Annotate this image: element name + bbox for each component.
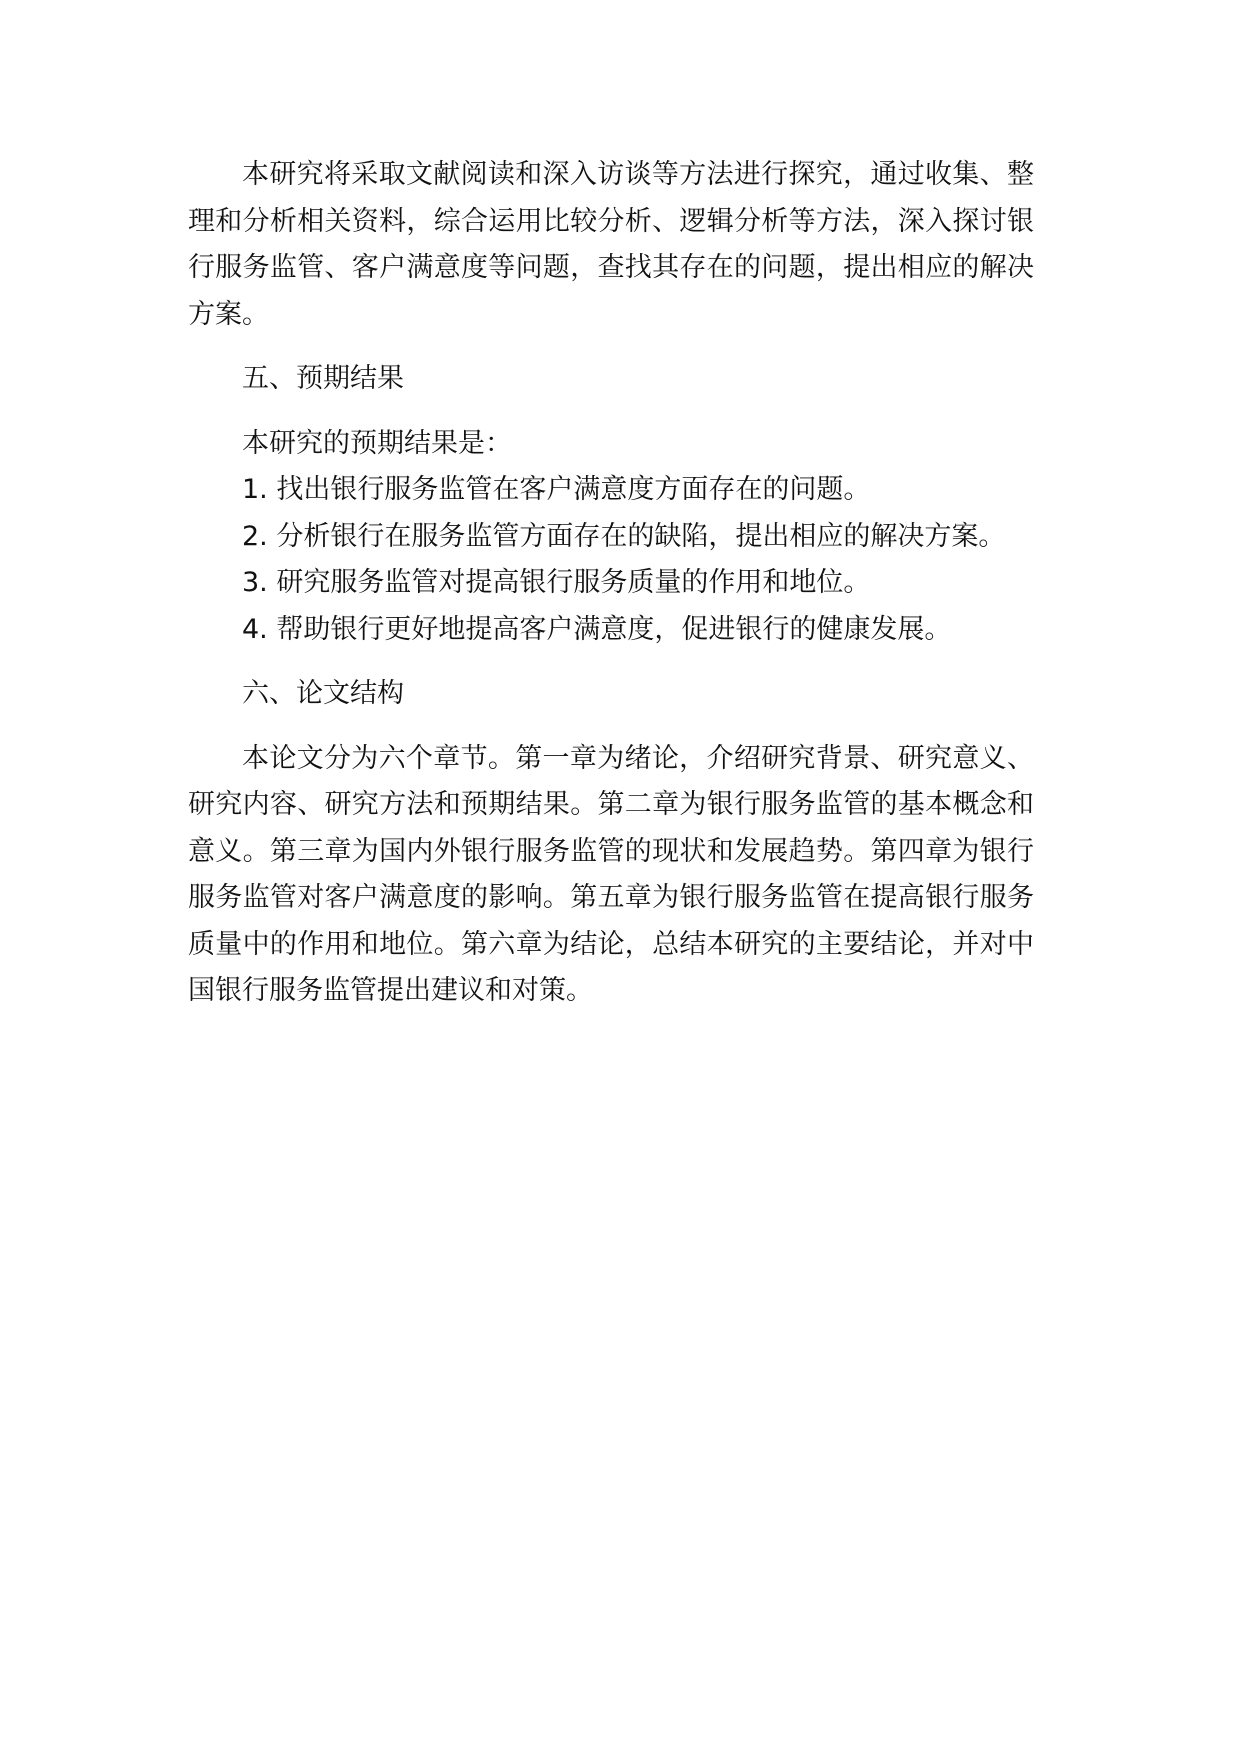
expected-result-item-3: 3. 研究服务监管对提高银行服务质量的作用和地位。: [242, 567, 871, 598]
expected-result-item-4: 4. 帮助银行更好地提高客户满意度，促进银行的健康发展。: [242, 613, 952, 645]
expected-result-item-1: 1. 找出银行服务监管在客户满意度方面存在的问题。: [242, 474, 871, 505]
expected-result-item-2: 2. 分析银行在服务监管方面存在的缺陷，提出相应的解决方案。: [242, 520, 1006, 552]
section-heading-structure: 六、论文结构: [242, 678, 404, 709]
section-heading-expected-results: 五、预期结果: [242, 363, 404, 394]
expected-results-intro: 本研究的预期结果是：: [242, 427, 512, 459]
methods-paragraph: 本研究将采取文献阅读和深入访谈等方法进行探究，通过收集、整理和分析相关资料，综合运用比较分析、逻辑分析等方法，深入探讨银行服务监管、客户满意度等问题，查找其存在的问题，提出相应的解决方案。: [188, 159, 1034, 330]
document-body: [188, 152, 1034, 1015]
structure-paragraph: 本论文分为六个章节。第一章为绪论，介绍研究背景、研究意义、研究内容、研究方法和预期结果。第二章为银行服务监管的基本概念和意义。第三章为国内外银行服务监管的现状和发展趋势。第四章为银行服务监管对客户满意度的影响。第五章为银行服务监管在提高银行服务质量中的作用和地位。第六章为结论，总结本研究的主要结论，并对中国银行服务监管提出建议和对策。: [188, 742, 1034, 1006]
